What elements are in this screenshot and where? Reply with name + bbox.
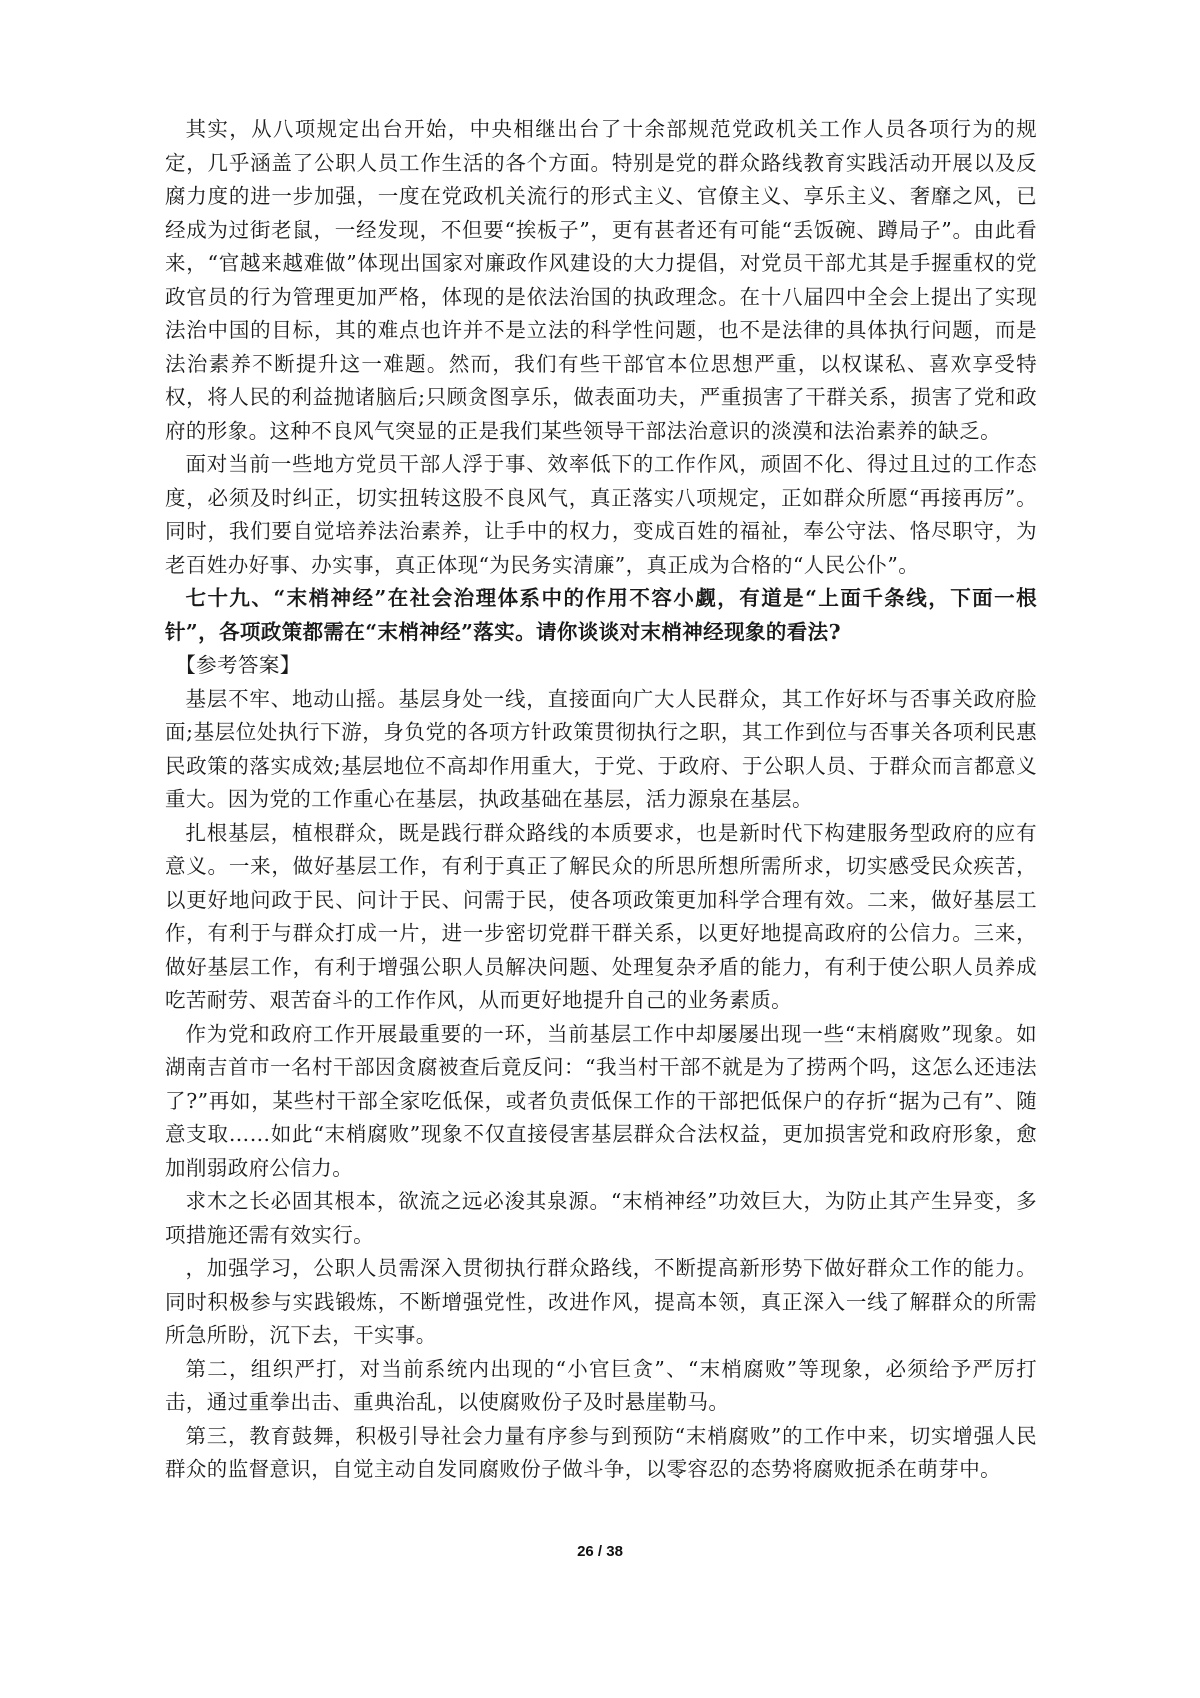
paragraph: 第二，组织严打，对当前系统内出现的“小官巨贪”、“末梢腐败”等现象，必须给予严厉打击，通过重拳出击、重典治乱，以使腐败份子及时悬崖勒马。	[165, 1356, 1037, 1414]
question-heading: 七十九、“末梢神经”在社会治理体系中的作用不容小觑，有道是“上面千条线，下面一根针”，各项政策都需在“末梢神经”落实。请你谈谈对末梢神经现象的看法?	[165, 586, 1037, 644]
paragraph: 其实，从八项规定出台开始，中央相继出台了十余部规范党政机关工作人员各项行为的规定，几乎涵盖了公职人员工作生活的各个方面。特别是党的群众路线教育实践活动开展以及反腐力度的进一步加强，一度在党政机关流行的形式主义、官僚主义、享乐主义、奢靡之风，已经成为过街老鼠，一经发现，不但要“挨板子”，更有甚者还有可能“丢饭碗、蹲局子”。由此看来，“官越来越难做”体现出国家对廉政作风建设的大力提倡，对党员干部尤其是手握重权的党政官员的行为管理更加严格，体现的是依法治国的执政理念。在十八届四中全会上提出了实现法治中国的目标，其的难点也许并不是立法的科学性问题，也不是法律的具体执行问题，而是法治素养不断提升这一难题。然而，我们有些干部官本位思想严重，以权谋私、喜欢享受特权，将人民的利益抛诸脑后;只顾贪图享乐，做表面功夫，严重损害了干群关系，损害了党和政府的形象。这种不良风气突显的正是我们某些领导干部法治意识的淡漠和法治素养的缺乏。	[165, 117, 1037, 443]
paragraph: 作为党和政府工作开展最重要的一环，当前基层工作中却屡屡出现一些“末梢腐败”现象。如湖南吉首市一名村干部因贪腐被查后竟反问：“我当村干部不就是为了捞两个吗，这怎么还违法了?”再如，某些村干部全家吃低保，或者负责低保工作的干部把低保户的存折“据为己有”、随意支取……如此“末梢腐败”现象不仅直接侵害基层群众合法权益，更加损害党和政府形象，愈加削弱政府公信力。	[165, 1021, 1037, 1180]
paragraph: 面对当前一些地方党员干部人浮于事、效率低下的工作作风，顽固不化、得过且过的工作态度，必须及时纠正，切实扭转这股不良风气，真正落实八项规定，正如群众所愿“再接再厉”。同时，我们要自觉培养法治素养，让手中的权力，变成百姓的福祉，奉公守法、恪尽职守，为老百姓办好事、办实事，真正体现“为民务实清廉”，真正成为合格的“人民公仆”。	[165, 452, 1037, 577]
document-body	[165, 113, 1037, 1487]
paragraph: 求木之长必固其根本，欲流之远必浚其泉源。“末梢神经”功效巨大，为防止其产生异变，多项措施还需有效实行。	[165, 1189, 1037, 1247]
page-number: 26 / 38	[577, 1543, 623, 1560]
paragraph: 第三，教育鼓舞，积极引导社会力量有序参与到预防“末梢腐败”的工作中来，切实增强人民群众的监督意识，自觉主动自发同腐败份子做斗争，以零容忍的态势将腐败扼杀在萌芽中。	[165, 1423, 1037, 1481]
paragraph: 基层不牢、地动山摇。基层身处一线，直接面向广大人民群众，其工作好坏与否事关政府脸面;基层位处执行下游，身负党的各项方针政策贯彻执行之职，其工作到位与否事关各项利民惠民政策的落实成效;基层地位不高却作用重大，于党、于政府、于公职人员、于群众而言都意义重大。因为党的工作重心在基层，执政基础在基层，活力源泉在基层。	[165, 686, 1037, 811]
paragraph: 扎根基层，植根群众，既是践行群众路线的本质要求，也是新时代下构建服务型政府的应有意义。一来，做好基层工作，有利于真正了解民众的所思所想所需所求，切实感受民众疾苦，以更好地问政于民、问计于民、问需于民，使各项政策更加科学合理有效。二来，做好基层工作，有利于与群众打成一片，进一步密切党群干群关系，以更好地提高政府的公信力。三来，做好基层工作，有利于增强公职人员解决问题、处理复杂矛盾的能力，有利于使公职人员养成吃苦耐劳、艰苦奋斗的工作作风，从而更好地提升自己的业务素质。	[165, 820, 1037, 1012]
answer-label: 【参考答案】	[175, 653, 301, 677]
paragraph: ，加强学习，公职人员需深入贯彻执行群众路线，不断提高新形势下做好群众工作的能力。同时积极参与实践锻炼，不断增强党性，改进作风，提高本领，真正深入一线了解群众的所需所急所盼，沉下去，干实事。	[165, 1256, 1037, 1347]
